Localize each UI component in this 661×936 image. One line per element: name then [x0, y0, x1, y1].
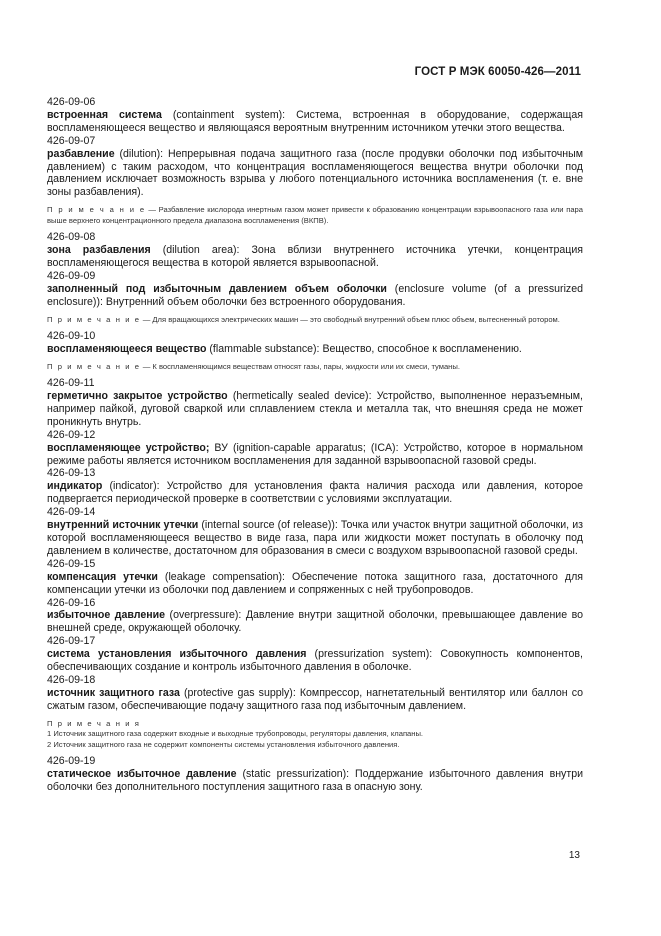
term-number: 426-09-16	[47, 596, 96, 609]
term-entry	[47, 755, 583, 794]
term-entry	[47, 558, 583, 597]
term-name: компенсация утечки	[47, 570, 158, 583]
document-body	[47, 96, 583, 794]
term-text: (overpressure): Давление внутри защитной оболочки, превышающее давление во внешней среде, окружающей оболочку.	[47, 609, 583, 635]
term-text: (hermetically sealed device): Устройство, выполненное неразъемным, например пайкой, дуговой сваркой или сплавлением стекла и металла так, что внешняя среда не может проникнуть внутрь.	[47, 390, 583, 428]
term-entry	[47, 506, 583, 558]
term-name: статическое избыточное давление	[47, 767, 237, 780]
term-entry	[47, 467, 583, 506]
term-name: источник защитного газа	[47, 686, 180, 699]
term-number: 426-09-12	[47, 428, 96, 441]
term-text: (pressurization system): Совокупность компонентов, обеспечивающих создание и контроль избыточного давления в оболочке.	[47, 648, 583, 674]
term-definition	[47, 571, 583, 597]
term-number: 426-09-19	[47, 754, 96, 767]
note-text: — Для вращающихся электрических машин — это свободный внутренний объем плюс объем, вытесненный ротором.	[140, 314, 560, 324]
term-name: внутренний источник утечки	[47, 519, 199, 532]
note-label: П р и м е ч а н и е	[47, 361, 141, 371]
term-name: воспламеняющее устройство;	[47, 441, 210, 454]
term-entry	[47, 270, 583, 325]
term-number: 426-09-07	[47, 134, 96, 147]
note-label: П р и м е ч а н и е	[47, 314, 141, 324]
term-number: 426-09-13	[47, 467, 96, 480]
term-name: разбавление	[47, 147, 115, 160]
term-definition	[47, 283, 583, 309]
term-entry	[47, 231, 583, 270]
notes-block	[47, 719, 583, 750]
term-text: (dilution area): Зона вблизи внутреннего источника утечки, концентрация воспламеняющегося вещества в которой является взрывоопасной.	[47, 243, 583, 269]
term-name: заполненный под избыточным давлением объем оболочки	[47, 282, 387, 295]
term-text: (containment system): Система, встроенная в оборудование, содержащая воспламеняющееся вещество и являющаяся вероятным внутренним источником утечки этого вещества.	[47, 108, 583, 134]
term-definition	[47, 148, 583, 200]
term-text: (flammable substance): Вещество, способное к воспламенению.	[206, 342, 522, 355]
term-number: 426-09-14	[47, 506, 96, 519]
term-name: герметично закрытое устройство	[47, 390, 228, 403]
term-text: (dilution): Непрерывная подача защитного газа (после продувки оболочки под избыточным давлением) с таким расходом, что концентрация воспламеняющегося вещества внутри оболочки под давлением исключает возможность взрыва у любого потенциального источника воспламенения (т. е. вне зоны разбавления).	[47, 147, 583, 199]
page-number: 13	[568, 850, 580, 861]
term-definition	[47, 687, 583, 713]
term-definition	[47, 109, 583, 135]
term-definition	[47, 442, 583, 468]
term-text: ВУ (ignition-capable apparatus; (ICA): Устройство, которое в нормальном режиме работы является источником воспламенения для заданной взрывоопасной газовой среды.	[47, 441, 583, 467]
note-text: — К воспламеняющимся веществам относят газы, пары, жидкости или их смеси, туманы.	[140, 361, 460, 371]
term-text: (enclosure volume (of a pressurized enclosure)): Внутренний объем оболочки без встроенного оборудования.	[47, 282, 584, 308]
term-number: 426-09-17	[47, 635, 96, 648]
term-definition	[47, 480, 583, 506]
term-note	[47, 205, 583, 226]
term-entry	[47, 635, 583, 674]
term-number: 426-09-09	[47, 269, 96, 282]
notes-label: П р и м е ч а н и я	[47, 718, 141, 728]
term-text: (indicator): Устройство для установления факта наличия расхода или давления, которое подвергается периодической проверке в соответствии с условиями эксплуатации.	[47, 480, 583, 506]
term-text: (protective gas supply): Компрессор, нагнетательный вентилятор или баллон со сжатым газом, обеспечивающие подачу защитного газа под избыточным давлением.	[47, 686, 583, 712]
term-number: 426-09-18	[47, 673, 96, 686]
term-entry	[47, 597, 583, 636]
term-definition	[47, 648, 583, 674]
term-definition	[47, 390, 583, 429]
term-number: 426-09-10	[47, 329, 96, 342]
term-number: 426-09-06	[47, 96, 96, 108]
term-text: (internal source (of release)): Точка или участок внутри защитной оболочки, из которой воспламеняющееся вещество в виде газа, пара или жидкости может поступать в оболочку под давлением в количестве, достаточном для образования в смеси с воздухом взрывоопасной газовой среды.	[47, 519, 583, 557]
term-number: 426-09-11	[47, 377, 95, 390]
note-text: — Разбавление кислорода инертным газом может привести к образованию концентрации взрывоопасного газа или пара выше верхнего концентрационного предела диапазона воспламенения (ВКПВ).	[47, 205, 583, 225]
term-note	[47, 362, 583, 372]
term-definition	[47, 768, 583, 794]
term-number: 426-09-15	[47, 557, 96, 570]
term-name: зона разбавления	[47, 243, 151, 256]
term-number: 426-09-08	[47, 231, 96, 244]
term-entry	[47, 96, 583, 135]
term-definition	[47, 343, 583, 356]
note-label: П р и м е ч а н и е	[47, 205, 146, 215]
term-entry	[47, 377, 583, 429]
term-entry	[47, 674, 583, 713]
term-name: воспламеняющееся вещество	[47, 342, 207, 355]
term-name: система установления избыточного давления	[47, 648, 307, 661]
document-header: ГОСТ Р МЭК 60050-426—2011	[414, 66, 581, 78]
term-definition	[47, 244, 583, 270]
term-name: встроенная система	[47, 108, 162, 121]
term-text: (leakage compensation): Обеспечение потока защитного газа, достаточного для компенсации утечки из оболочки под давлением и сопряженных с ней трубопроводов.	[47, 570, 584, 596]
term-name: индикатор	[47, 480, 103, 493]
term-entry	[47, 330, 583, 372]
term-definition	[47, 519, 583, 558]
term-note	[47, 315, 583, 325]
term-entry	[47, 135, 583, 226]
note-item: 2 Источник защитного газа не содержит компоненты системы установления избыточного давления.	[47, 739, 400, 749]
note-item: 1 Источник защитного газа содержит входные и выходные трубопроводы, регуляторы давления, клапаны.	[47, 729, 424, 739]
term-name: избыточное давление	[47, 609, 166, 622]
term-entry	[47, 429, 583, 468]
term-text: (static pressurization): Поддержание избыточного давления внутри оболочки без дополнительного поступления защитного газа в опасную зону.	[47, 767, 583, 793]
term-definition	[47, 609, 583, 635]
